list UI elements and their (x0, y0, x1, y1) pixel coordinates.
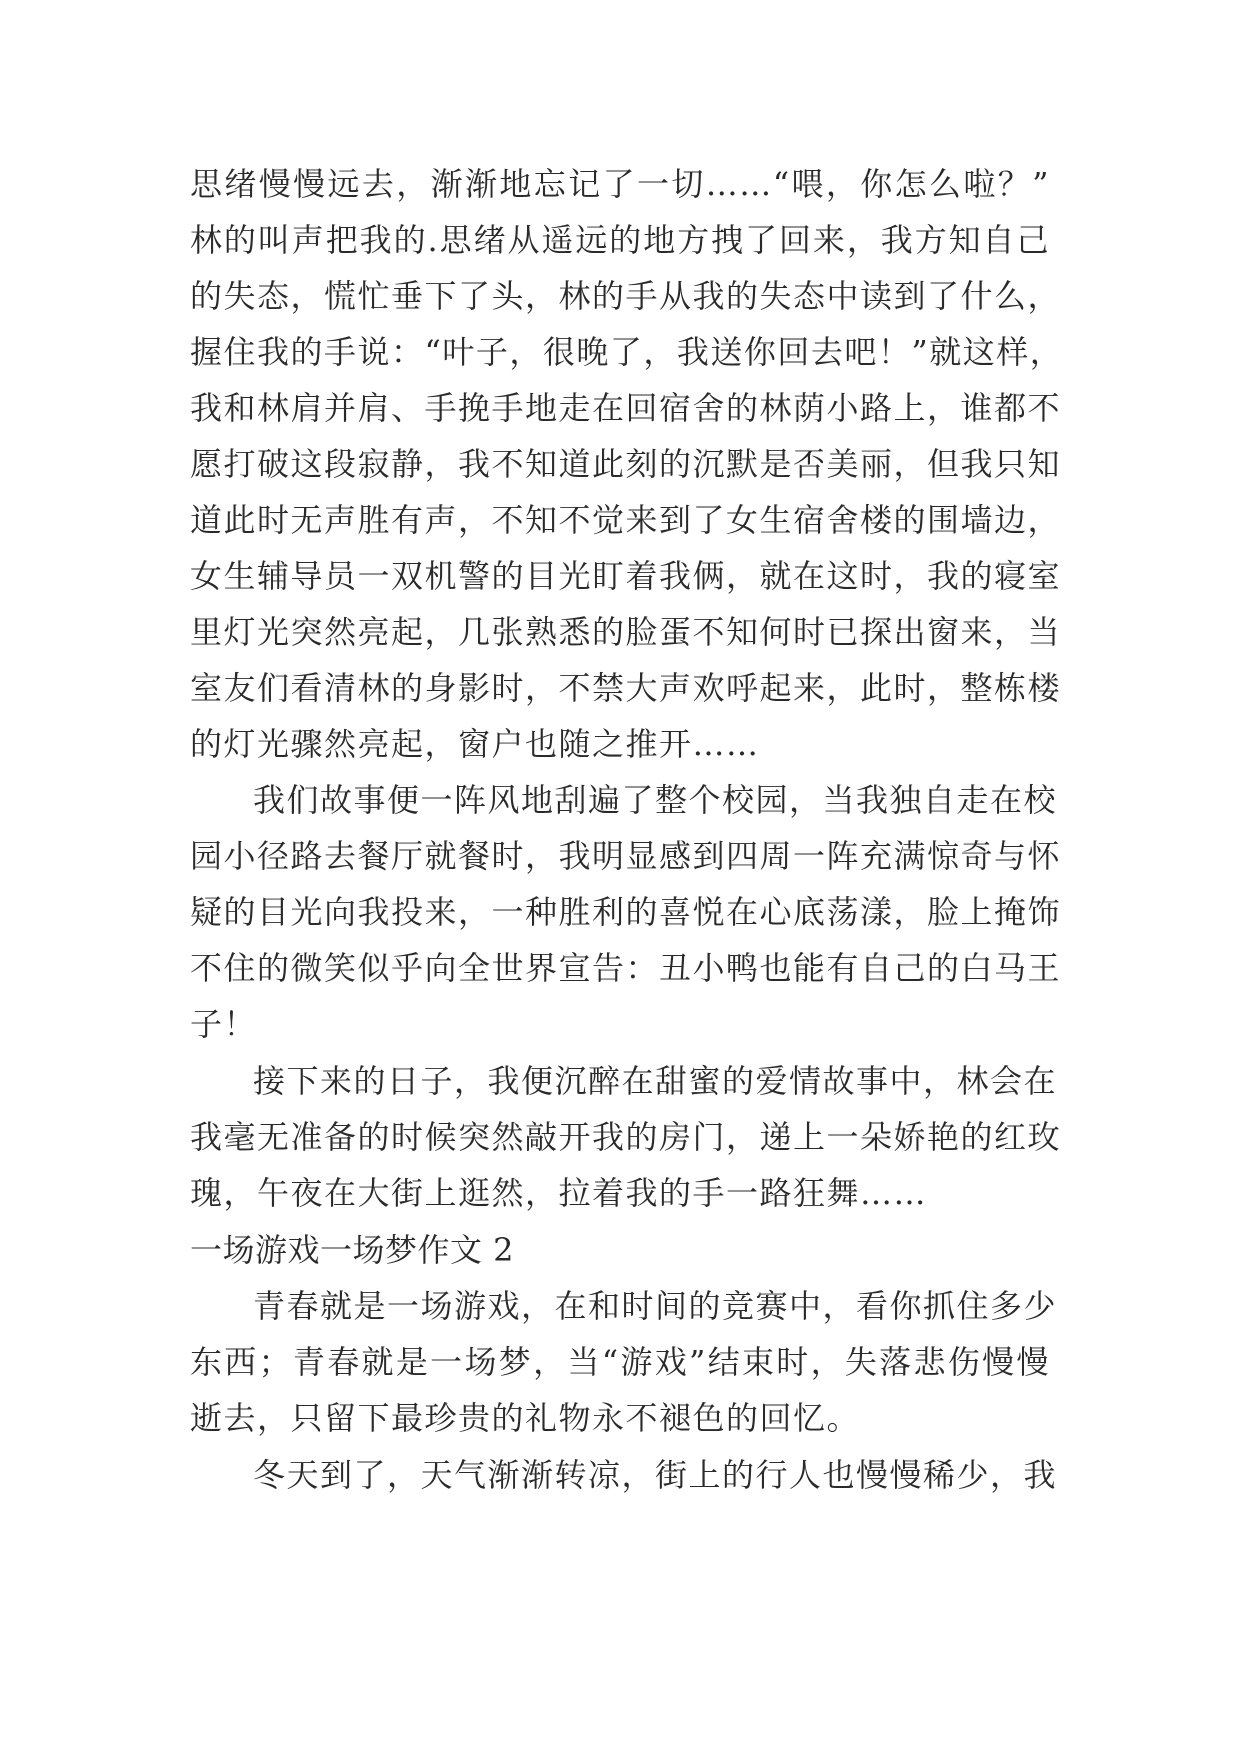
text-line: 林的叫声把我的.思绪从遥远的地方拽了回来，我方知自己 (190, 221, 1050, 259)
text-line: 疑的目光向我投来，一种胜利的喜悦在心底荡漾，脸上掩饰 (190, 893, 1062, 931)
paragraph-first-line: 我们故事便一阵风地刮遍了整个校园，当我独自走在校 (253, 781, 1058, 819)
text-line: 园小径路去餐厅就餐时，我明显感到四周一阵充满惊奇与怀 (190, 837, 1062, 875)
text-line: 愿打破这段寂静，我不知道此刻的沉默是否美丽，但我只知 (190, 445, 1062, 483)
text-line: 女生辅导员一双机警的目光盯着我俩，就在这时，我的寝室 (190, 557, 1062, 595)
paragraph-first-line: 冬天到了，天气渐渐转凉，街上的行人也慢慢稀少，我 (253, 1456, 1058, 1494)
text-line: 瑰，午夜在大街上逛然，拉着我的手一路狂舞…… (190, 1174, 928, 1212)
paragraph-first-line: 青春就是一场游戏，在和时间的竞赛中，看你抓住多少 (253, 1287, 1058, 1325)
text-line: 道此时无声胜有声，不知不觉来到了女生宿舍楼的围墙边， (190, 501, 1062, 539)
text-line: 子！ (190, 1005, 258, 1043)
paragraph-first-line: 接下来的日子，我便沉醉在甜蜜的爱情故事中，林会在 (253, 1062, 1058, 1100)
text-line: 室友们看清林的身影时，不禁大声欢呼起来，此时，整栋楼 (190, 669, 1062, 707)
text-line: 握住我的手说：“叶子，很晚了，我送你回去吧！”就这样， (190, 333, 1064, 371)
section-heading: 一场游戏一场梦作文 2 (190, 1231, 515, 1269)
text-line: 思绪慢慢远去，渐渐地忘记了一切……“喂，你怎么啦？” (190, 165, 1050, 203)
text-line: 我毫无准备的时候突然敲开我的房门，递上一朵娇艳的红玫 (190, 1118, 1062, 1156)
text-line: 的失态，慌忙垂下了头，林的手从我的失态中读到了什么， (190, 277, 1062, 315)
text-line: 我和林肩并肩、手挽手地走在回宿舍的林荫小路上，谁都不 (190, 389, 1062, 427)
text-line: 的灯光骤然亮起，窗户也随之推开…… (190, 725, 760, 763)
text-line: 里灯光突然亮起，几张熟悉的脸蛋不知何时已探出窗来，当 (190, 613, 1062, 651)
text-line: 逝去，只留下最珍贵的礼物永不褪色的回忆。 (190, 1399, 861, 1437)
text-line: 不住的微笑似乎向全世界宣告：丑小鸭也能有自己的白马王 (190, 949, 1062, 987)
text-line: 东西；青春就是一场梦，当“游戏”结束时，失落悲伤慢慢 (190, 1343, 1050, 1381)
